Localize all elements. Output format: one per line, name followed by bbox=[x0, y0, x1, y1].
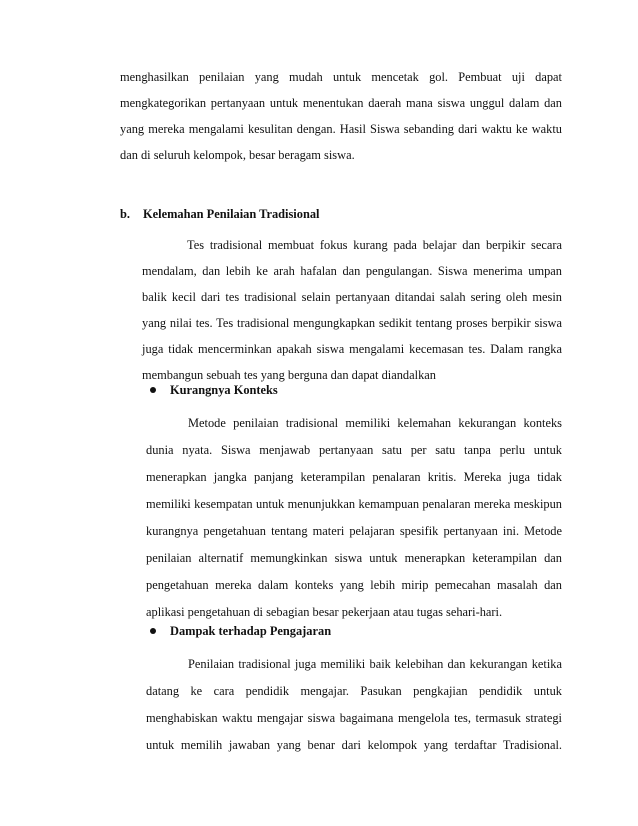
section-b-letter: b. bbox=[120, 207, 130, 221]
bullet-title: Kurangnya Konteks bbox=[170, 383, 278, 397]
bullet-title: Dampak terhadap Pengajaran bbox=[170, 624, 332, 638]
bullet-icon bbox=[150, 387, 156, 393]
intro-paragraph: menghasilkan penilaian yang mudah untuk mencetak gol. Pembuat uji dapat mengkategorikan pertanyaan untuk menentukan daerah mana siswa unggul dalam dan yang mereka mengalami kesulitan dengan. Hasil Siswa sebanding dari waktu ke waktu dan di seluruh kelompok, besar beragam siswa. bbox=[120, 70, 562, 162]
bullet-heading-kurangnya-konteks bbox=[150, 383, 278, 398]
bullet-paragraph-kurangnya-konteks: Metode penilaian tradisional memiliki kelemahan kekurangan konteks dunia nyata. Siswa menjawab pertanyaan satu per satu tanpa perlu untuk menerapkan jangka panjang keterampilan penalaran kritis. Mereka juga tidak memiliki kesempatan untuk menunjukkan kemampuan penalaran mereka meskipun kurangnya pengetahuan tentang materi pelajaran spesifik pertanyaan ini. Metode penilaian alternatif memungkinkan siswa untuk menerapkan keterampilan dan pengetahuan mereka dalam konteks yang lebih mirip pemecahan masalah dan aplikasi pengetahuan di sebagian besar pekerjaan atau tugas sehari-hari. bbox=[146, 416, 562, 619]
bullet-icon bbox=[150, 628, 156, 634]
section-b-paragraph: Tes tradisional membuat fokus kurang pada belajar dan berpikir secara mendalam, dan lebih ke arah hafalan dan pengulangan. Siswa menerima umpan balik kecil dari tes tradisional selain pertanyaan ditandai salah sering oleh mesin yang nilai tes. Tes tradisional mengungkapkan sedikit tentang proses berpikir siswa juga tidak mencerminkan apakah siswa mengalami kecemasan tes. Dalam rangka membangun sebuah tes yang berguna dan dapat diandalkan bbox=[142, 238, 562, 382]
bullet-heading-dampak-pengajaran bbox=[150, 624, 331, 639]
section-b-heading bbox=[120, 207, 319, 222]
bullet-paragraph-dampak-pengajaran: Penilaian tradisional juga memiliki baik kelebihan dan kekurangan ketika datang ke cara pendidik mengajar. Pasukan pengkajian pendidik untuk menghabiskan waktu mengajar siswa bagaimana mengelola tes, termasuk strategi untuk memilih jawaban yang benar dari kelompok yang terdaftar Tradisional. bbox=[146, 657, 562, 752]
section-b-title: Kelemahan Penilaian Tradisional bbox=[143, 207, 320, 221]
